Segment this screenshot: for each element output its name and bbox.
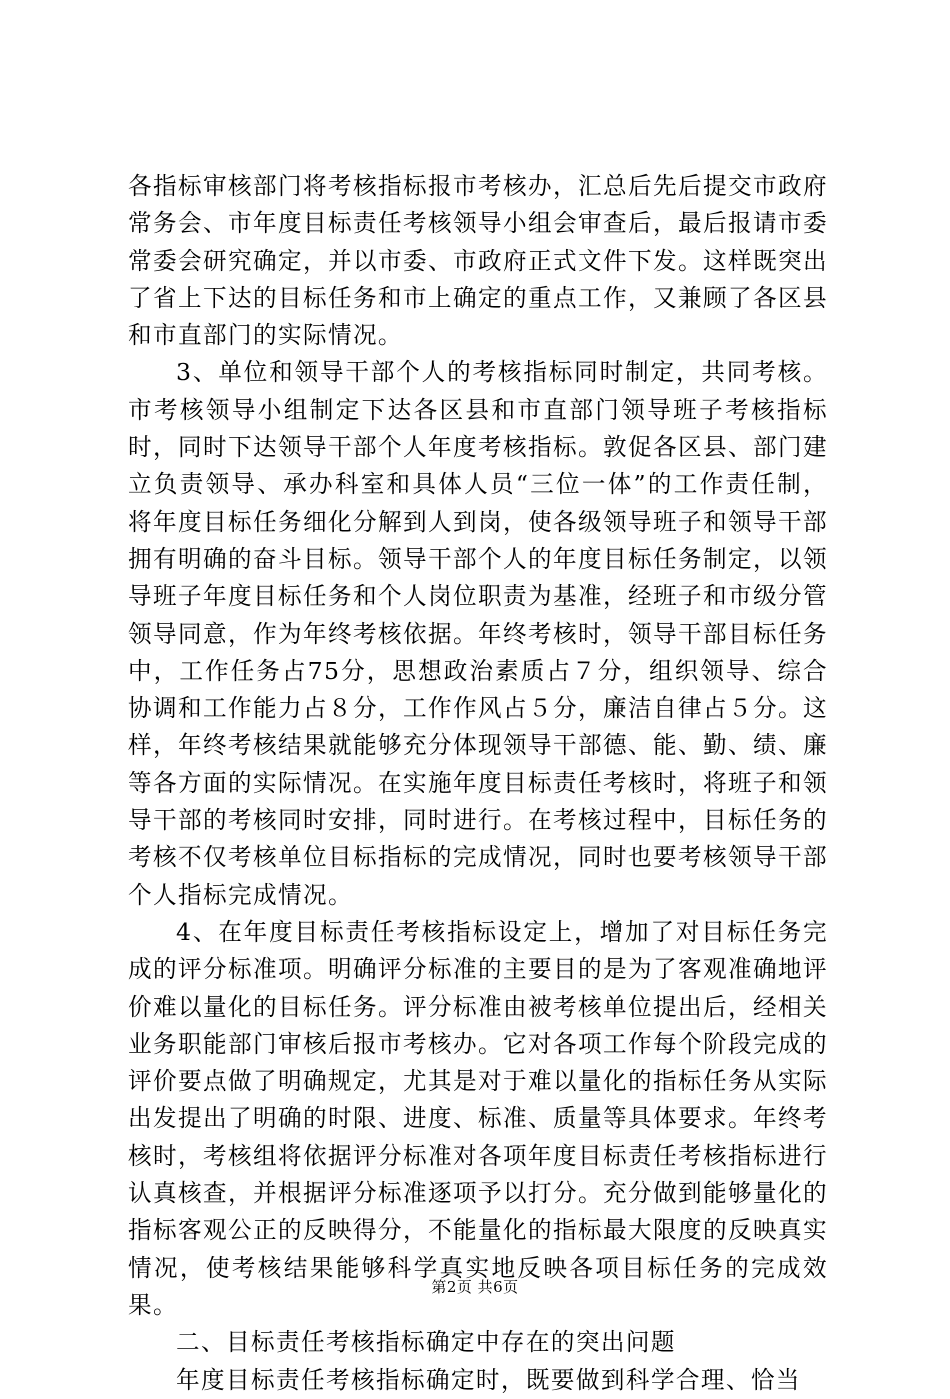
document-body — [128, 168, 828, 1399]
paragraph-continuation: 各指标审核部门将考核指标报市考核办，汇总后先后提交市政府常务会、市年度目标责任考核领导小组会审查后，最后报请市委常委会研究确定，并以市委、市政府正式文件下发。这样既突出了省上下达的目标任务和市上确定的重点工作，又兼顾了各区县和市直部门的实际情况。 — [128, 172, 828, 350]
paragraph-item-3: 3、单位和领导干部个人的考核指标同时制定，共同考核。市考核领导小组制定下达各区县和市直部门领导班子考核指标时，同时下达领导干部个人年度考核指标。敦促各区县、部门建立负责领导、承办科室和具体人员“三位一体”的工作责任制，将年度目标任务细化分解到人到岗，使各级领导班子和领导干部拥有明确的奋斗目标。领导干部个人的年度目标任务制定，以领导班子年度目标任务和个人岗位职责为基准，经班子和市级分管领导同意，作为年终考核依据。年终考核时，领导干部目标任务中，工作任务占75分，思想政治素质占７分，组织领导、综合协调和工作能力占８分，工作作风占５分，廉洁自律占５分。这样，年终考核结果就能够充分体现领导干部德、能、勤、绩、廉等各方面的实际情况。在实施年度目标责任考核时，将班子和领导干部的考核同时安排，同时进行。在考核过程中，目标任务的考核不仅考核单位目标指标的完成情况，同时也要考核领导干部个人指标完成情况。 — [128, 358, 828, 909]
section-heading: 二、目标责任考核指标确定中存在的突出问题 — [176, 1328, 676, 1357]
paragraph-section-intro: 年度目标责任考核指标确定时，既要做到科学合理、恰当 — [176, 1365, 801, 1394]
page-number-footer: 第2页 共6页 — [431, 1278, 519, 1296]
paragraph-item-4: 4、在年度目标责任考核指标设定上，增加了对目标任务完成的评分标准项。明确评分标准的主要目的是为了客观准确地评价难以量化的目标任务。评分标准由被考核单位提出后，经相关业务职能部门审核后报市考核办。它对各项工作每个阶段完成的评价要点做了明确规定，尤其是对于难以量化的指标任务从实际出发提出了明确的时限、进度、标准、质量等具体要求。年终考核时，考核组将依据评分标准对各项年度目标责任考核指标进行认真核查，并根据评分标准逐项予以打分。充分做到能够量化的指标客观公正的反映得分，不能量化的指标最大限度的反映真实情况，使考核结果能够科学真实地反映各项目标任务的完成效果。 — [128, 917, 828, 1319]
